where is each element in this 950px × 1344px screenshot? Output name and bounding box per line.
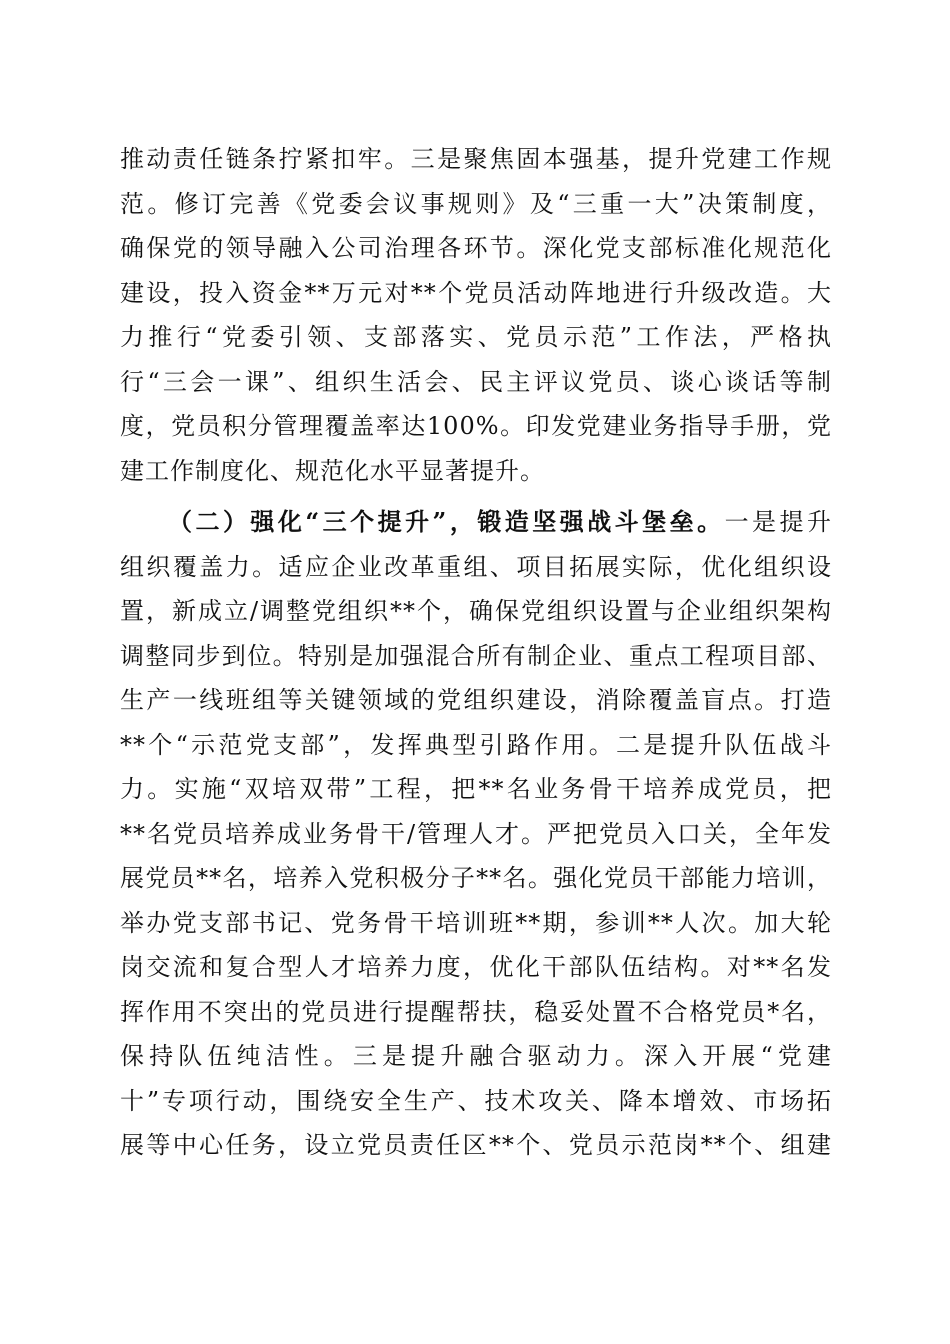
paragraph-2-line: 十”专项行动，围绕安全生产、技术攻关、降本增效、市场拓 (120, 1086, 832, 1115)
paragraph-2-line: 举办党支部书记、党务骨干培训班**期，参训**人次。加大轮 (120, 908, 832, 937)
paragraph-2-line: **个“示范党支部”，发挥典型引路作用。二是提升队伍战斗 (120, 730, 832, 759)
paragraph-2-line: 置，新成立/调整党组织**个，确保党组织设置与企业组织架构 (120, 597, 832, 625)
paragraph-2-line: 展党员**名，培养入党积极分子**名。强化党员干部能力培训， (120, 864, 832, 892)
paragraph-1 (120, 137, 832, 493)
paragraph-2-line: 组织覆盖力。适应企业改革重组、项目拓展实际，优化组织设 (120, 552, 832, 581)
paragraph-2-line: 挥作用不突出的党员进行提醒帮扶，稳妥处置不合格党员*名， (120, 997, 832, 1026)
paragraph-2-first-line-rest: 一是提升 (724, 508, 833, 536)
paragraph-2-line: 岗交流和复合型人才培养力度，优化干部队伍结构。对**名发 (120, 953, 832, 981)
paragraph-2-first-line (120, 500, 832, 545)
paragraph-2-line: **名党员培养成业务骨干/管理人才。严把党员入口关，全年发 (120, 819, 832, 848)
paragraph-2-line: 展等中心任务，设立党员责任区**个、党员示范岗**个、组建 (120, 1131, 832, 1159)
paragraph-1-line: 度，党员积分管理覆盖率达100%。印发党建业务指导手册，党 (120, 412, 832, 440)
paragraph-1-line: 力推行“党委引领、支部落实、党员示范”工作法，严格执 (120, 323, 832, 351)
paragraph-2-line: 生产一线班组等关键领域的党组织建设，消除覆盖盲点。打造 (120, 686, 832, 714)
paragraph-1-line: 确保党的领导融入公司治理各环节。深化党支部标准化规范化 (120, 234, 832, 262)
paragraph-2-line: 调整同步到位。特别是加强混合所有制企业、重点工程项目部、 (120, 641, 832, 670)
paragraph-1-line: 行“三会一课”、组织生活会、民主评议党员、谈心谈话等制 (120, 367, 832, 396)
paragraph-2-line: 保持队伍纯洁性。三是提升融合驱动力。深入开展“党建 (120, 1042, 832, 1070)
paragraph-1-line: 建工作制度化、规范化水平显著提升。 (120, 456, 545, 485)
paragraph-1-line: 推动责任链条拧紧扣牢。三是聚焦固本强基，提升党建工作规 (120, 145, 832, 173)
section-heading: （二）强化“三个提升”，锻造坚强战斗堡垒。 (168, 507, 725, 536)
paragraph-1-line: 范。修订完善《党委会议事规则》及“三重一大”决策制度， (120, 189, 832, 218)
paragraph-2 (120, 500, 832, 1168)
paragraph-2-line: 力。实施“双培双带”工程，把**名业务骨干培养成党员，把 (120, 775, 832, 803)
paragraph-1-line: 建设，投入资金**万元对**个党员活动阵地进行升级改造。大 (120, 278, 832, 307)
